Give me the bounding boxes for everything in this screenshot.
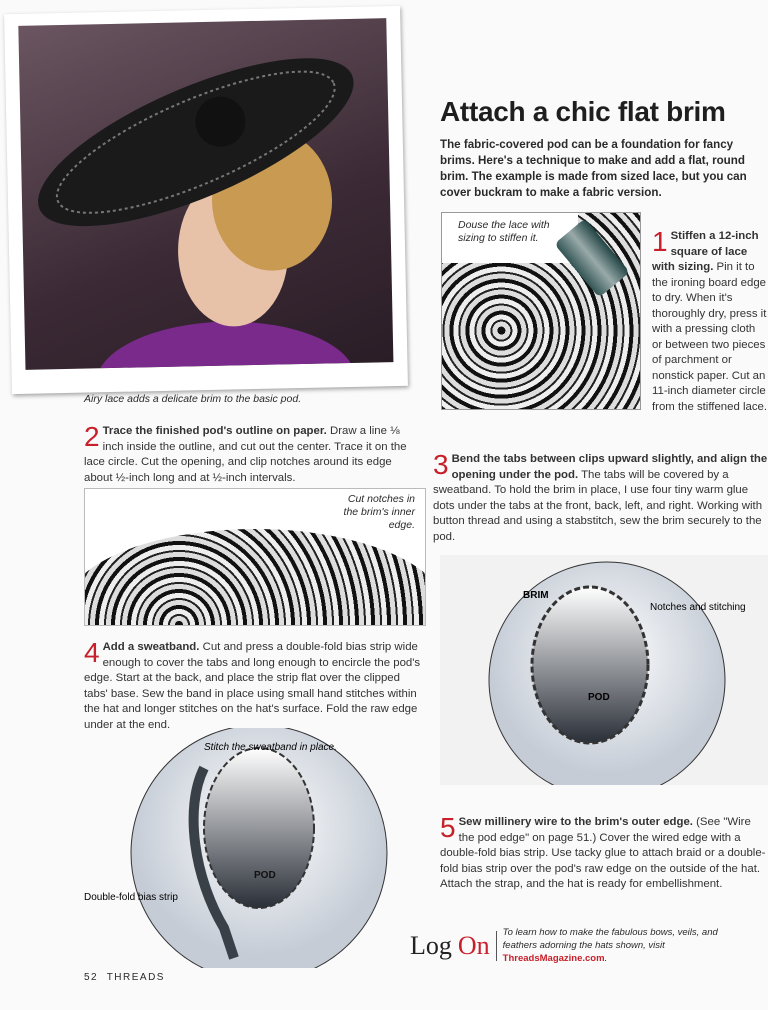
- step-number: 5: [440, 812, 456, 843]
- hat-model-photo: [18, 18, 393, 370]
- pod-label: POD: [588, 692, 610, 703]
- hat-photo-frame: [4, 6, 408, 394]
- logon-text: To learn how to make the fabulous bows, veils, and feathers adorning the hats shown, visit ThreadsMagazine.com.: [502, 927, 718, 964]
- brim-diagram: [440, 555, 768, 785]
- intro-text: The fabric-covered pod can be a foundation for fancy brims. Here's a technique to make and add a flat, round brim. The example is made from sized lace, but you can cover buckram to make a fabric version.: [440, 138, 747, 199]
- step-text: Draw a line ⅛ inch inside the outline, and cut out the center. Trace it on the lace circle. Cut the opening, and clip notches around its edge about ½-inch long and at ½-inch intervals.: [84, 425, 407, 484]
- spray-caption: Douse the lace with sizing to stiffen it.: [442, 213, 578, 263]
- notches-label: Notches and stitching: [650, 602, 746, 613]
- step-text: (See "Wire the pod edge" on page 51.) Cover the wired edge with a double-fold bias strip. Use tacky glue to attach braid or a double-fold bias strip over the pod's raw edge on the outside of the hat. Attach the strap, and the hat is ready for embellishment.: [440, 816, 766, 890]
- page-number: 52: [84, 972, 99, 983]
- step-number: 2: [84, 421, 100, 452]
- pod-label: POD: [254, 870, 276, 881]
- threads-link[interactable]: ThreadsMagazine.com: [502, 953, 605, 964]
- step-lead: Sew millinery wire to the brim's outer edge.: [458, 816, 693, 828]
- notch-lace-photo: [84, 488, 426, 626]
- step-lead: Stiffen a 12-inch square of lace with sizing.: [652, 230, 759, 273]
- step-1: [652, 226, 768, 415]
- footer: [84, 972, 165, 983]
- step-text: The tabs will be covered by a sweatband. To hold the brim in place, I use four tiny warm glue dots under the tabs at the front, back, left, and right. Working with button thread and using a stabstitch, sew the brim securely to the pod.: [433, 468, 763, 543]
- logon-box: [410, 926, 733, 965]
- stitch-label: Stitch the sweatband in place.: [204, 742, 337, 753]
- strip-label: Double-fold bias strip: [84, 892, 178, 903]
- step-lead: Trace the finished pod's outline on paper.: [102, 425, 327, 437]
- sweatband-diagram: [84, 728, 429, 968]
- step-number: 1: [652, 226, 668, 257]
- notch-caption: Cut notches in the brim's inner edge.: [343, 493, 415, 531]
- step-text: Cut and press a double-fold bias strip wide enough to cover the tabs and long enough to encircle the pod's edge. Start at the back, and place the strip flat over the clipped tabs' base. Sew the band in place using small hand stitches within the hat and longer stitches on the hat's surface. Fold the raw edge under at the end.: [84, 641, 421, 731]
- step-number: 4: [84, 637, 100, 668]
- page-title: Attach a chic flat brim: [440, 96, 726, 127]
- step-2: [84, 421, 414, 486]
- step-number: 3: [433, 449, 449, 480]
- step-5: [440, 812, 768, 893]
- lace-brim: [84, 529, 426, 626]
- brim-label: BRIM: [523, 590, 549, 601]
- spray-lace-photo: [441, 212, 641, 410]
- step-lead: Bend the tabs between clips upward slightly, and align the opening under the pod.: [451, 453, 768, 481]
- step-4: [84, 637, 424, 733]
- photo-caption: Airy lace adds a delicate brim to the basic pod.: [84, 393, 302, 405]
- logon-on: On: [457, 930, 490, 960]
- logon-log: Log: [410, 930, 452, 960]
- step-3: [433, 449, 768, 545]
- step-text: Pin it to the ironing board edge to dry. When it's thoroughly dry, press it with a pressing cloth or between two pieces of parchment or nonstick paper. Cut an 11-inch diameter circle from the stiffened lace.: [652, 261, 768, 413]
- magazine-name: THREADS: [106, 972, 165, 983]
- step-lead: Add a sweatband.: [102, 641, 200, 653]
